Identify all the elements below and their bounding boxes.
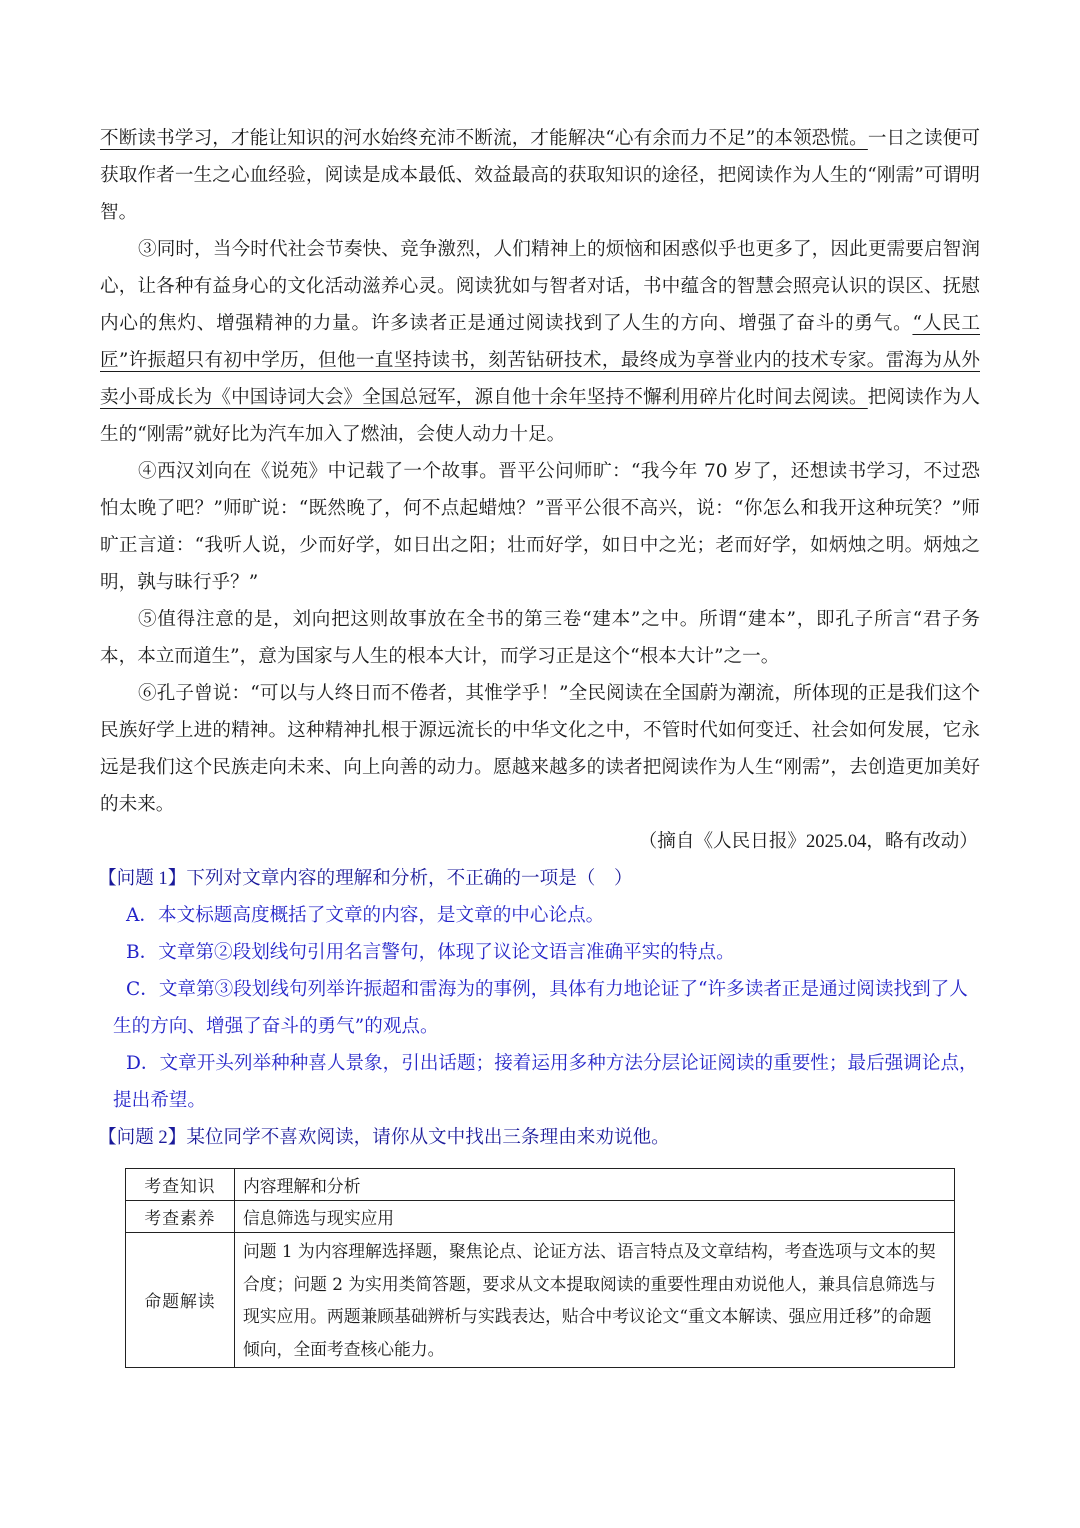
option-b: B．文章第②段划线句引用名言警句，体现了议论文语言准确平实的特点。 (126, 942, 735, 963)
question-1 (98, 860, 980, 897)
table-value-literacy: 信息筛选与现实应用 (235, 1201, 955, 1233)
table-value-knowledge: 内容理解和分析 (235, 1169, 955, 1201)
underlined-sentence-p3: “人民工匠”许振超只有初中学历，但他一直坚持读书，刻苦钻研技术，最终成为享誉业内的技术专家。雷海为从外卖小哥成长为《中国诗词大会》全国总冠军，源自他十余年坚持不懈利用碎片化时间去阅读。 (100, 313, 980, 408)
table-row (126, 1233, 955, 1368)
table-key-interpretation: 命题解读 (126, 1233, 235, 1368)
paragraph-2 (100, 120, 980, 231)
underlined-sentence-p2: 不断读书学习，才能让知识的河水始终充沛不断流，才能解决“心有余而力不足”的本领恐慌。 (100, 128, 868, 149)
option-d-continued: 提出希望。 (113, 1090, 206, 1111)
option-d: D．文章开头列举种种喜人景象，引出话题；接着运用多种方法分层论证阅读的重要性；最后强调论点， (126, 1053, 978, 1074)
question-2-text: 某位同学不喜欢阅读，请你从文中找出三条理由来劝说他。 (186, 1127, 670, 1148)
option-c-continued: 生的方向、增强了奋斗的勇气”的观点。 (113, 1016, 439, 1037)
table-value-interpretation: 问题 1 为内容理解选择题，聚焦论点、论证方法、语言特点及文章结构，考查选项与文本的契合度；问题 2 为实用类简答题，要求从文本提取阅读的重要性理由劝说他人，兼具信息筛选与现实应用。两题兼顾基础辨析与实践表达，贴合中考议论文“重文本解读、强应用迁移”的命题倾向，全面考查核心能力。 (235, 1233, 955, 1368)
paragraph-4: ④西汉刘向在《说苑》中记载了一个故事。晋平公问师旷：“我今年 70 岁了，还想读书学习，不过恐怕太晚了吧？”师旷说：“既然晚了，何不点起蜡烛？”晋平公很不高兴，说：“你怎么和我开这种玩笑？”师旷正言道：“我听人说，少而好学，如日出之阳；壮而好学，如日中之光；老而好学，如炳烛之明。炳烛之明，孰与昧行乎？” (100, 461, 980, 593)
paragraph-5: ⑤值得注意的是，刘向把这则故事放在全书的第三卷“建本”之中。所谓“建本”，即孔子所言“君子务本，本立而道生”，意为国家与人生的根本大计，而学习正是这个“根本大计”之一。 (100, 609, 980, 667)
article-body (100, 120, 980, 1156)
paragraph-2-rest: 一日之读便可获取作者一生之心血经验，阅读是成本最低、效益最高的获取知识的途径，把阅读作为人生的“刚需”可谓明智。 (100, 128, 980, 223)
paragraph-3 (100, 231, 980, 453)
option-a: A．本文标题高度概括了文章的内容，是文章的中心论点。 (126, 905, 605, 926)
paragraph-3-start: ③同时，当今时代社会节奏快、竞争激烈，人们精神上的烦恼和困惑似乎也更多了，因此更需要启智润心，让各种有益身心的文化活动滋养心灵。阅读犹如与智者对话，书中蕴含的智慧会照亮认识的误区、抚慰内心的焦灼、增强精神的力量。许多读者正是通过阅读找到了人生的方向、增强了奋斗的勇气。 (100, 239, 980, 334)
question-1-text: 下列对文章内容的理解和分析，不正确的一项是（ ） (186, 868, 633, 889)
analysis-table (125, 1168, 955, 1368)
table-key-knowledge: 考查知识 (126, 1169, 235, 1201)
question-1-tag: 【问题 1】 (98, 868, 187, 889)
question-2-tag: 【问题 2】 (98, 1127, 187, 1148)
option-c: C．文章第③段划线句列举许振超和雷海为的事例，具体有力地论证了“许多读者正是通过阅读找到了人 (126, 979, 968, 1000)
table-row (126, 1169, 955, 1201)
source-citation: （摘自《人民日报》2025.04，略有改动） (638, 831, 978, 852)
paragraph-3-end: 把阅读作为人生的“刚需”就好比为汽车加入了燃油，会使人动力十足。 (100, 387, 980, 445)
question-2 (98, 1119, 980, 1156)
table-key-literacy: 考查素养 (126, 1201, 235, 1233)
paragraph-6: ⑥孔子曾说：“可以与人终日而不倦者，其惟学乎！”全民阅读在全国蔚为潮流，所体现的正是我们这个民族好学上进的精神。这种精神扎根于源远流长的中华文化之中，不管时代如何变迁、社会如何发展，它永远是我们这个民族走向未来、向上向善的动力。愿越来越多的读者把阅读作为人生“刚需”，去创造更加美好的未来。 (100, 683, 980, 815)
table-row (126, 1201, 955, 1233)
